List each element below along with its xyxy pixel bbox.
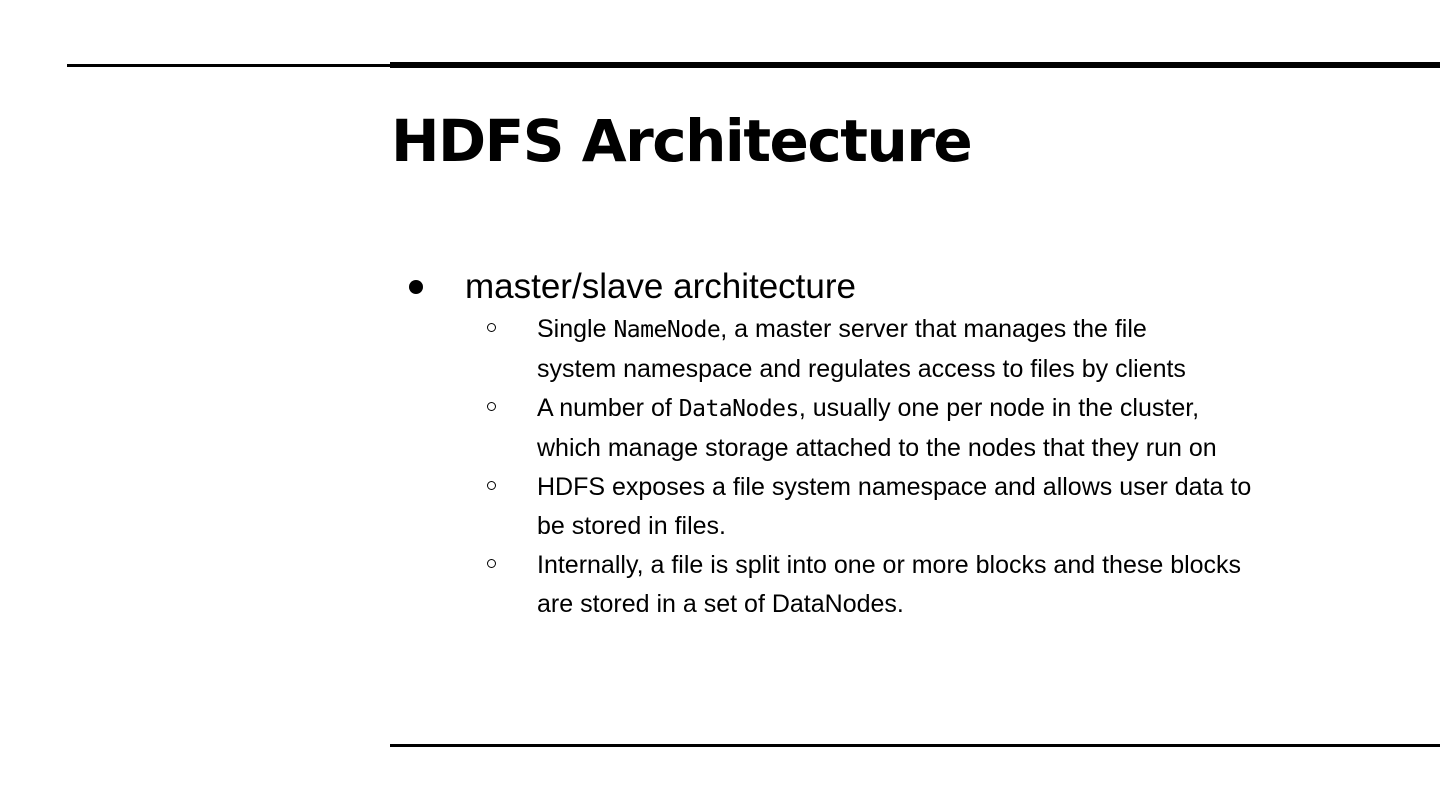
sub-bullet-text: , a master server that manages the file xyxy=(720,315,1147,343)
sub-bullet-line: Internally, a file is split into one or more blocks and these blocks xyxy=(537,551,1242,579)
filled-bullet-icon xyxy=(409,280,423,294)
top-rule-right xyxy=(390,62,1440,68)
sub-bullet-line xyxy=(537,389,1347,429)
top-rule-left xyxy=(67,64,390,67)
sub-bullet-text: Single xyxy=(537,315,614,343)
bullet-item xyxy=(390,264,1390,310)
bullet-text: master/slave architecture xyxy=(465,267,856,306)
slide-title: HDFS Architecture xyxy=(391,107,972,175)
hollow-bullet-icon xyxy=(487,481,496,490)
sub-bullet-line: are stored in a set of DataNodes. xyxy=(537,590,904,618)
sub-bullet-text: , usually one per node in the cluster, xyxy=(798,394,1200,422)
sub-bullet-line: system namespace and regulates access to files by clients xyxy=(537,355,1186,383)
hollow-bullet-icon xyxy=(487,323,496,332)
sub-bullet-line: HDFS exposes a file system namespace and allows user data to xyxy=(537,473,1252,501)
sub-bullet-line: which manage storage attached to the nodes that they run on xyxy=(537,434,1217,462)
hollow-bullet-icon xyxy=(487,559,496,568)
sub-bullet-line: be stored in files. xyxy=(537,512,726,540)
hollow-bullet-icon xyxy=(487,402,496,411)
sub-bullet-item xyxy=(537,310,1347,389)
sub-bullet-item xyxy=(537,546,1347,624)
code-term: NameNode xyxy=(613,317,721,343)
bullet-list xyxy=(390,264,1390,624)
sub-bullet-item xyxy=(537,389,1347,468)
sub-bullet-item xyxy=(537,468,1347,546)
sub-bullet-text: A number of xyxy=(537,394,679,422)
bottom-rule xyxy=(390,744,1440,747)
sub-bullet-line xyxy=(537,310,1347,350)
code-term: DataNodes xyxy=(678,396,799,422)
